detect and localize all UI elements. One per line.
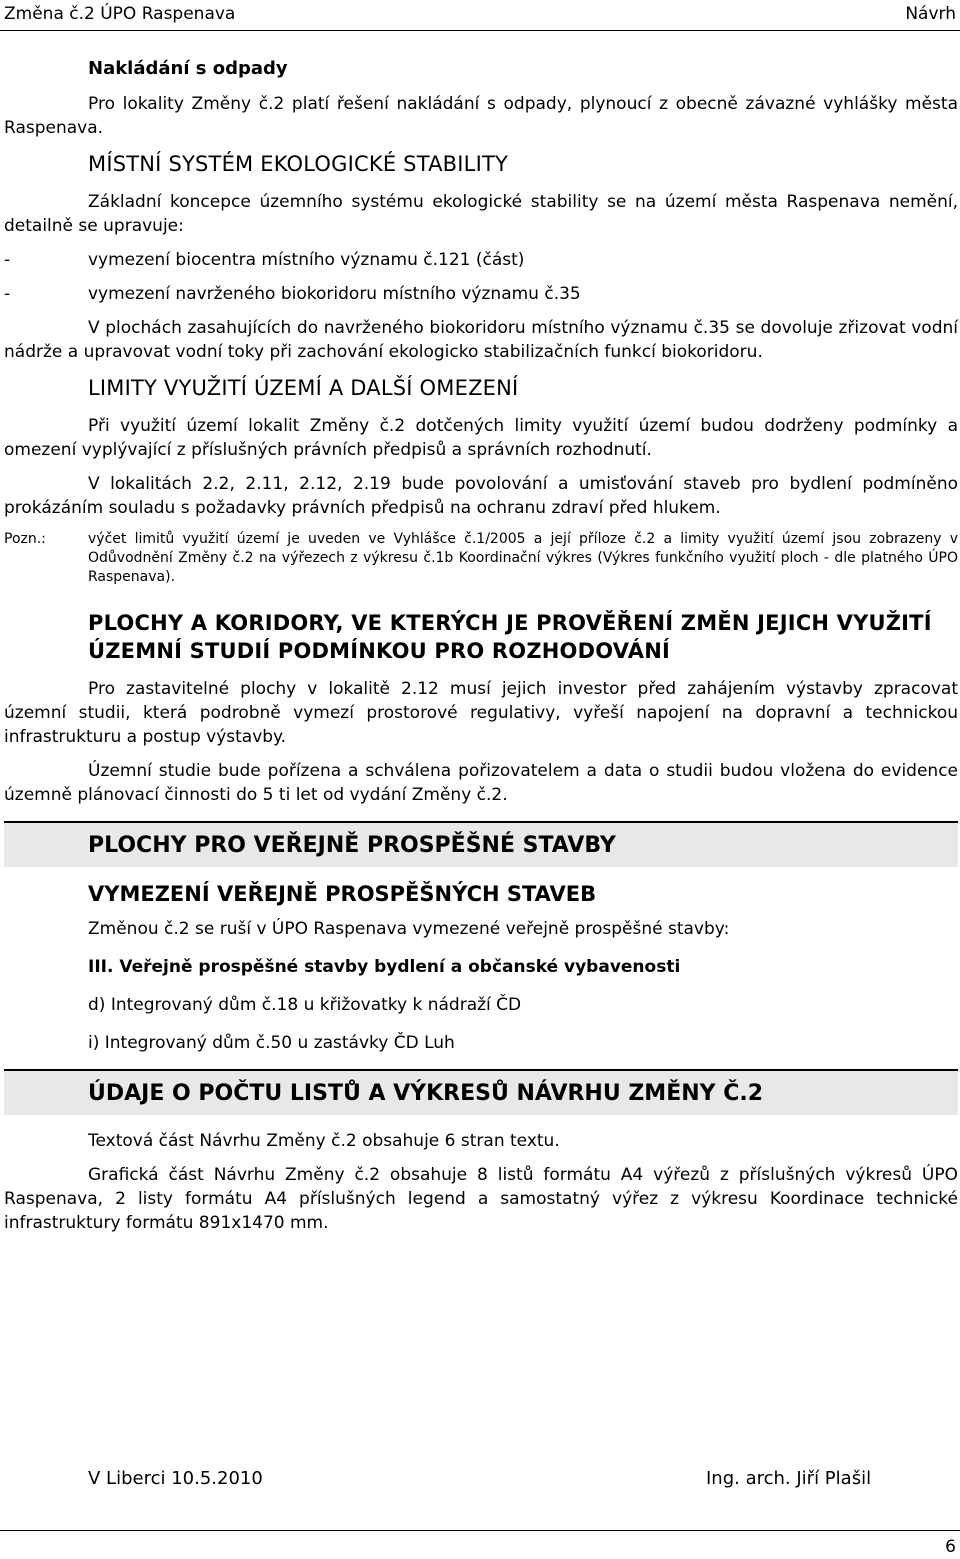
sheets-heading: ÚDAJE O POČTU LISTŮ A VÝKRESŮ NÁVRHU ZMĚNY Č.2: [4, 1069, 958, 1115]
study-paragraph-1: Pro zastavitelné plochy v lokalitě 2.12 musí jejich investor před zahájením výstavby zpracovat územní studii, která podrobně vymezí prostorové regulativy, vyřeší napojení na dopravní a technickou infrastrukturu a postup výstavby.: [4, 679, 958, 747]
limits-paragraph-2: V lokalitách 2.2, 2.11, 2.12, 2.19 bude povolování a umisťování staveb pro bydlení podmíněno prokázáním souladu s požadavky právních předpisů na ochranu zdraví před hlukem.: [4, 474, 958, 518]
study-paragraph-2: Územní studie bude pořízena a schválena pořizovatelem a data o studii budou vložena do evidence územně plánovací činnosti do 5 ti let od vydání Změny č.2.: [4, 761, 958, 805]
limits-paragraph-1: Při využití území lokalit Změny č.2 dotčených limity využití území budou dodrženy podmínky a omezení vyplývající z příslušných právních předpisů a správních rozhodnutí.: [4, 416, 958, 460]
note-label: Pozn.:: [4, 531, 46, 547]
page-footer: [0, 1530, 960, 1559]
sheets-paragraph-2: Grafická část Návrhu Změny č.2 obsahuje 8 listů formátu A4 výřezů z příslušných výkresů ÚPO Raspenava, 2 listy formátu A4 příslušných legend a samostatný výřez z výkresu Koordinace technické infrastruktury formátu 891x1470 mm.: [4, 1165, 958, 1233]
list-item-text: vymezení biocentra místního významu č.121 (část): [88, 250, 525, 270]
public-works-item-d: d) Integrovaný dům č.18 u křižovatky k nádraží ČD: [88, 995, 522, 1015]
list-item-text: vymezení navrženého biokoridoru místního významu č.35: [88, 284, 581, 304]
place-date: V Liberci 10.5.2010: [88, 1468, 263, 1489]
page-number: 6: [945, 1537, 956, 1557]
author-name: Ing. arch. Jiří Plašil: [706, 1468, 872, 1489]
page-content: [4, 56, 958, 1245]
public-works-item-i: i) Integrovaný dům č.50 u zastávky ČD Luh: [88, 1033, 455, 1053]
limits-note: [4, 530, 958, 587]
limits-heading: LIMITY VYUŽITÍ ÚZEMÍ A DALŠÍ OMEZENÍ: [88, 376, 519, 400]
waste-paragraph: Pro lokality Změny č.2 platí řešení nakládání s odpady, plynoucí z obecně závazné vyhlášky města Raspenava.: [4, 94, 958, 138]
list-item: [4, 248, 958, 272]
note-text: výčet limitů využití území je uveden ve Vyhlášce č.1/2005 a její příloze č.2 a limity využití území jsou zobrazeny v Odůvodnění Změny č.2 na výřezech z výkresu č.1b Koordinační výkres (Výkres funkčního využití ploch - dle platného ÚPO Raspenava).: [88, 531, 958, 585]
sheets-paragraph-1: Textová část Návrhu Změny č.2 obsahuje 6 stran textu.: [88, 1131, 560, 1151]
waste-heading: Nakládání s odpady: [88, 58, 288, 79]
list-item: [4, 282, 958, 306]
public-works-intro: Změnou č.2 se ruší v ÚPO Raspenava vymezené veřejně prospěšné stavby:: [88, 919, 730, 939]
header-status: Návrh: [905, 4, 956, 24]
uses-heading: MÍSTNÍ SYSTÉM EKOLOGICKÉ STABILITY: [88, 152, 509, 176]
page-header: [0, 0, 960, 31]
study-heading: PLOCHY A KORIDORY, VE KTERÝCH JE PROVĚŘENÍ ZMĚN JEJICH VYUŽITÍ ÚZEMNÍ STUDIÍ PODMÍNKOU PRO ROZHODOVÁNÍ: [88, 611, 932, 663]
uses-intro: Základní koncepce územního systému ekologické stability se na území města Raspenava nemění, detailně se upravuje:: [4, 192, 958, 236]
public-works-category: III. Veřejně prospěšné stavby bydlení a občanské vybavenosti: [88, 957, 681, 977]
header-document-title: Změna č.2 ÚPO Raspenava: [4, 4, 236, 24]
list-dash: -: [4, 284, 11, 304]
list-dash: -: [4, 250, 11, 270]
signature-block: [88, 1468, 892, 1489]
public-works-heading: PLOCHY PRO VEŘEJNĚ PROSPĚŠNÉ STAVBY: [4, 821, 958, 867]
public-works-subheading: VYMEZENÍ VEŘEJNĚ PROSPĚŠNÝCH STAVEB: [88, 882, 597, 906]
uses-paragraph: V plochách zasahujících do navrženého biokoridoru místního významu č.35 se dovoluje zřizovat vodní nádrže a upravovat vodní toky při zachování ekologicko stabilizačních funkcí biokoridoru.: [4, 318, 958, 362]
